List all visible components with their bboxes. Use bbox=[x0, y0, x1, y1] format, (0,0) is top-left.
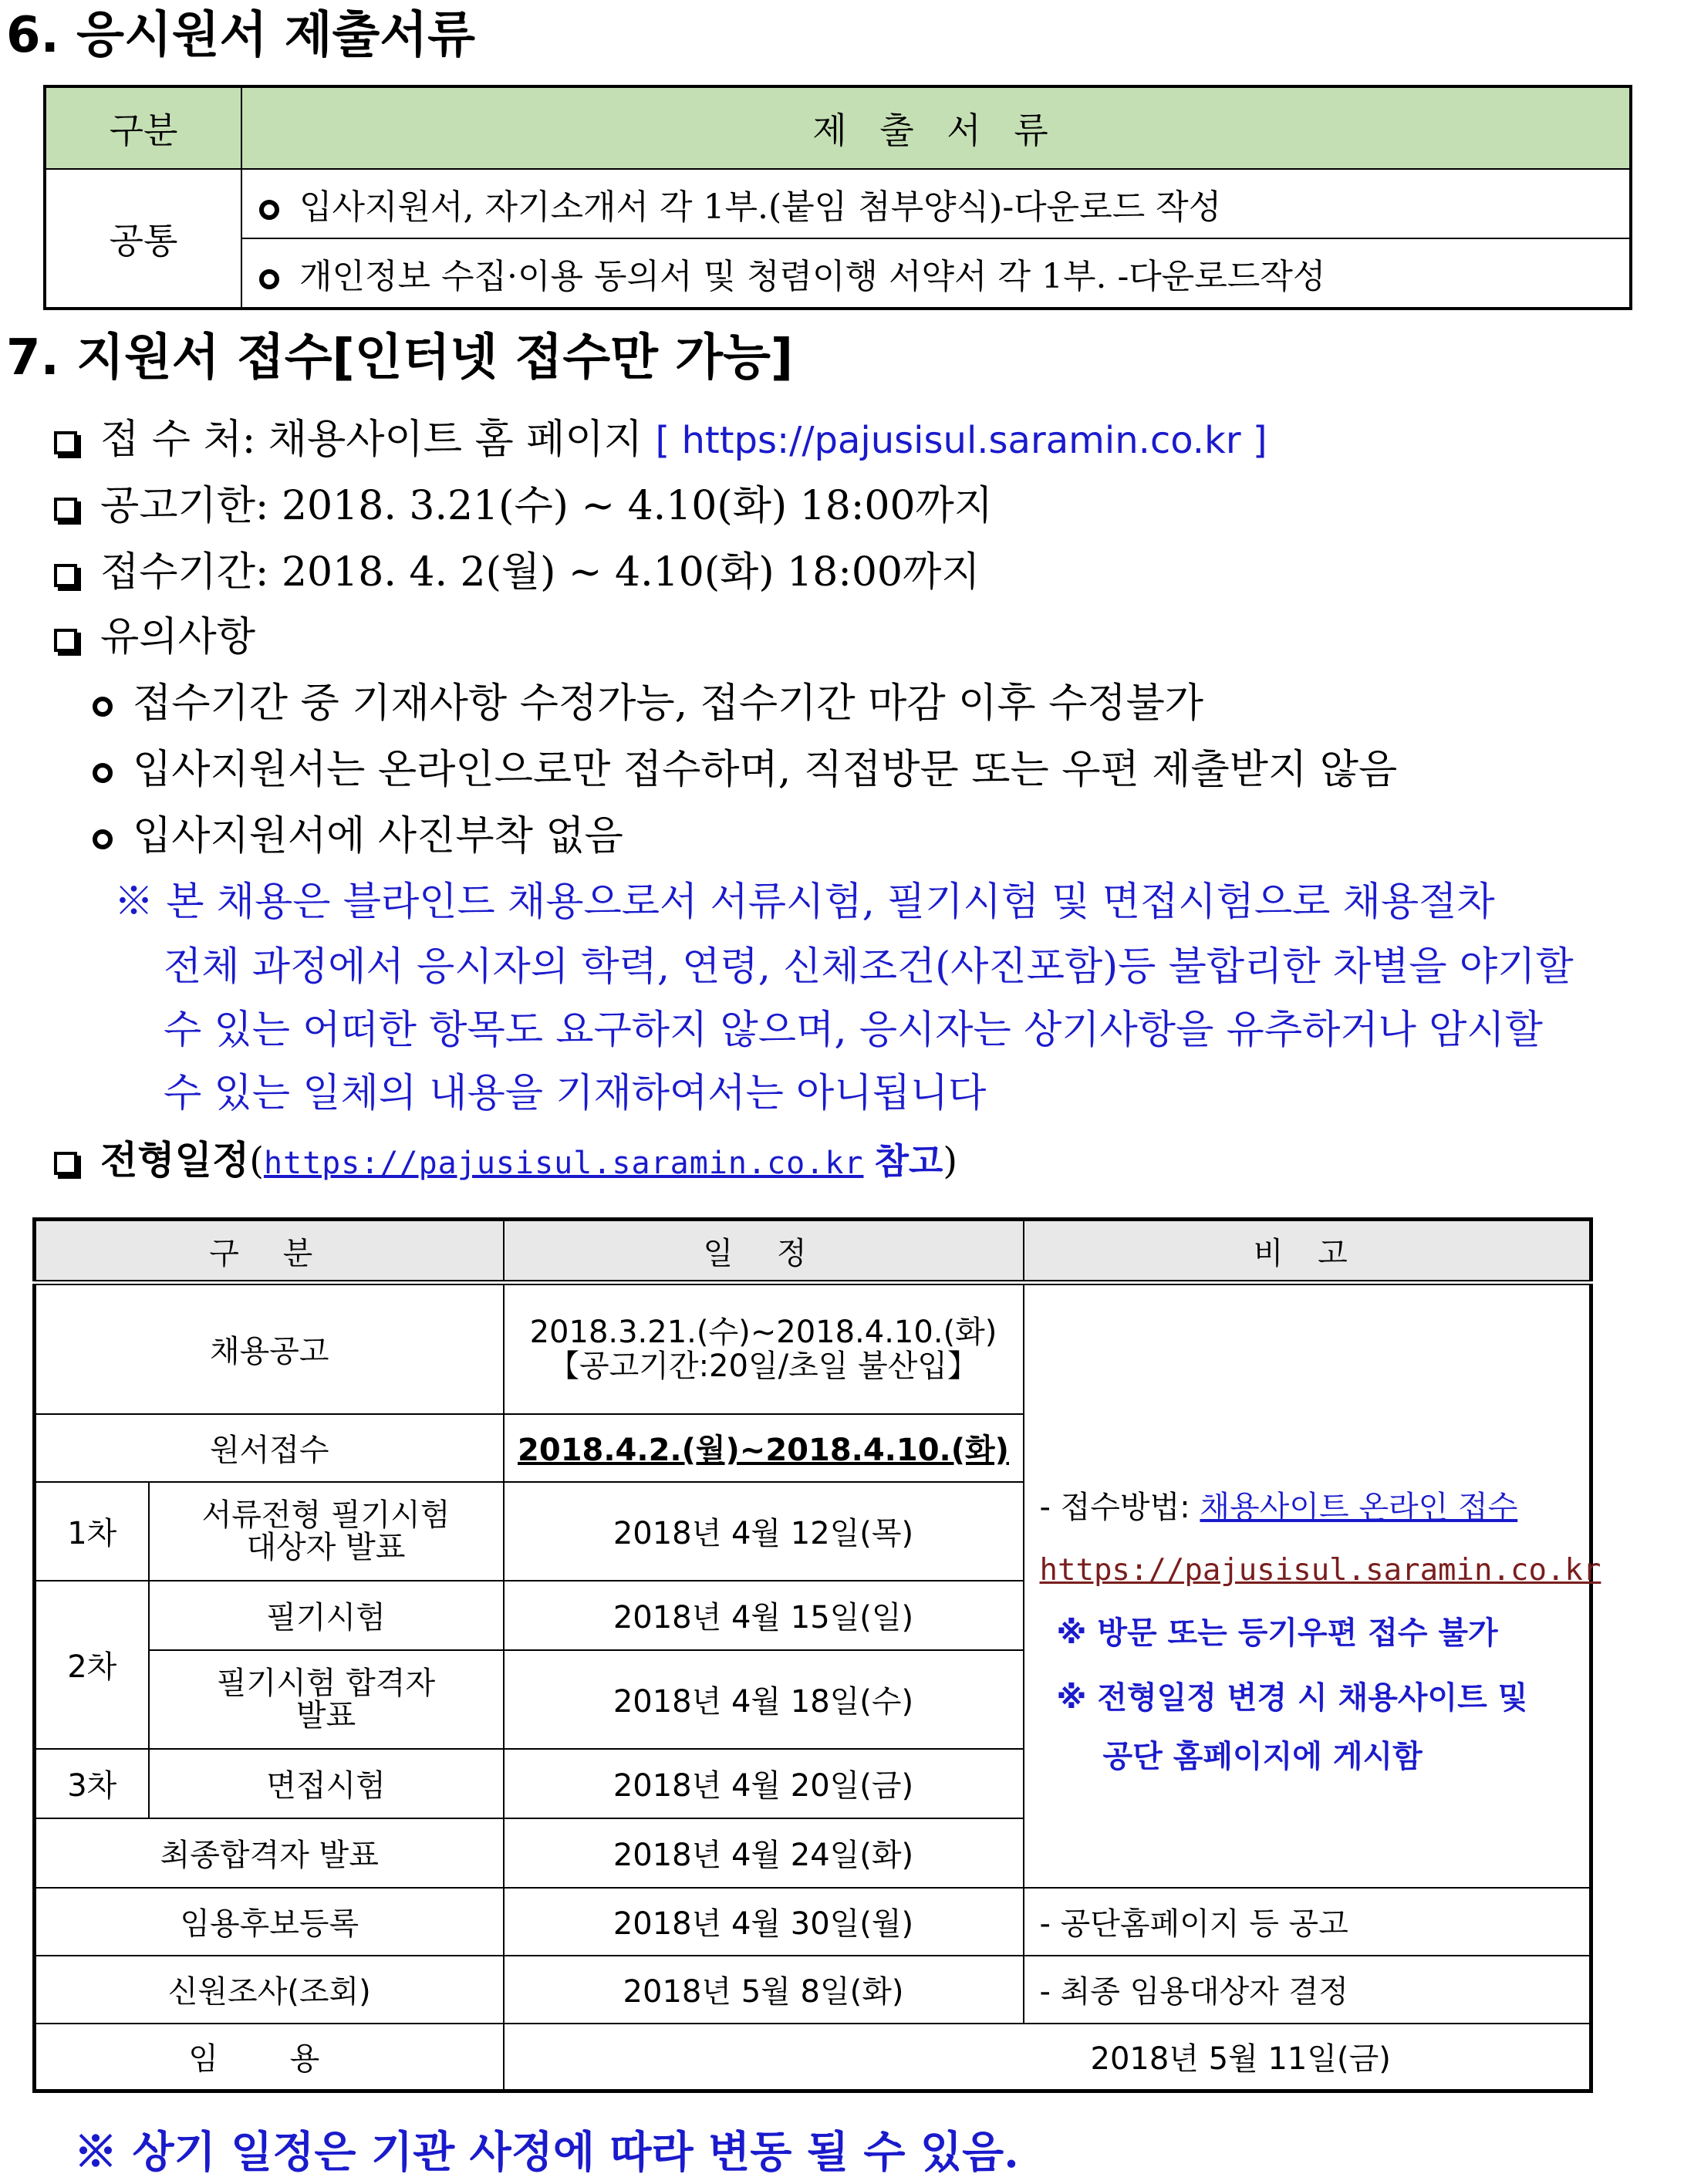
row-stage2-stage: 2차 bbox=[35, 1581, 149, 1749]
remark-method-label: - 접수방법: bbox=[1039, 1490, 1190, 1526]
documents-table bbox=[43, 85, 1632, 310]
row-appoint-date: 2018년 5월 11일(금) bbox=[504, 2024, 1591, 2091]
row-check-date: 2018년 5월 8일(화) bbox=[504, 1956, 1024, 2024]
circle-bullet-icon bbox=[93, 763, 113, 783]
schedule-url-link[interactable]: https://pajusisul.saramin.co.kr bbox=[263, 1146, 864, 1181]
row-stage1-label bbox=[149, 1482, 504, 1581]
row-stage3-label: 면접시험 bbox=[149, 1749, 504, 1818]
circle-bullet-icon bbox=[259, 269, 279, 289]
row-stage1-label-line2: 대상자 발표 bbox=[246, 1529, 406, 1565]
row-check-label: 신원조사(조회) bbox=[35, 1956, 504, 2024]
checkbox-bullet-icon bbox=[54, 1152, 77, 1175]
row-stage2-label-a: 필기시험 bbox=[149, 1581, 504, 1650]
row-check-remark: - 최종 임용대상자 결정 bbox=[1024, 1956, 1591, 2024]
row-stage3-date: 2018년 4월 20일(금) bbox=[504, 1749, 1024, 1818]
row-notice-date-range: 2018.3.21.(수)~2018.4.10.(화) bbox=[529, 1314, 997, 1350]
notice-period-line bbox=[54, 483, 994, 529]
schedule-header-category: 구 분 bbox=[35, 1220, 504, 1283]
circle-bullet-icon bbox=[259, 200, 279, 220]
row-stage2-date-b: 2018년 4월 18일(수) bbox=[504, 1650, 1024, 1749]
row-apply-label: 원서접수 bbox=[35, 1414, 504, 1482]
reception-url-link[interactable]: [ https://pajusisul.saramin.co.kr ] bbox=[655, 419, 1267, 462]
schedule-title-line bbox=[54, 1138, 958, 1183]
row-stage1-date: 2018년 4월 12일(목) bbox=[504, 1482, 1024, 1581]
documents-header-category: 구분 bbox=[45, 86, 241, 169]
circle-bullet-icon bbox=[93, 697, 113, 717]
row-notice-date bbox=[504, 1283, 1024, 1414]
row-final-label: 최종합격자 발표 bbox=[35, 1818, 504, 1888]
schedule-table bbox=[32, 1217, 1601, 2093]
row-register-label: 임용후보등록 bbox=[35, 1888, 504, 1956]
apply-period-line bbox=[54, 549, 980, 596]
schedule-remark-block bbox=[1024, 1283, 1601, 1888]
documents-item-text: 입사지원서, 자기소개서 각 1부.(붙임 첨부양식)-다운로드 작성 bbox=[299, 187, 1222, 227]
row-register-date: 2018년 4월 30일(월) bbox=[504, 1888, 1024, 1956]
documents-item bbox=[241, 169, 1631, 238]
row-apply-date: 2018.4.2.(월)~2018.4.10.(화) bbox=[504, 1414, 1024, 1482]
cautions-title-line bbox=[54, 614, 255, 660]
remark-method-line bbox=[1039, 1490, 1590, 1526]
row-stage1-label-line1: 서류전형 필기시험 bbox=[201, 1497, 451, 1533]
caution-item bbox=[93, 813, 623, 859]
row-stage2-date-a: 2018년 4월 15일(일) bbox=[504, 1581, 1024, 1650]
caution-item bbox=[93, 747, 1398, 793]
row-stage2-label-b-line1: 필기시험 합격자 bbox=[216, 1665, 436, 1701]
reception-label: 접 수 처: 채용사이트 홈 페이지 bbox=[100, 417, 643, 463]
remark-note-change: ※ 전형일정 변경 시 채용사이트 및 bbox=[1056, 1680, 1528, 1716]
checkbox-bullet-icon bbox=[54, 629, 77, 652]
checkbox-bullet-icon bbox=[54, 431, 77, 454]
section6-title: 6. 응시원서 제출서류 bbox=[6, 7, 475, 64]
cautions-title: 유의사항 bbox=[100, 614, 255, 660]
checkbox-bullet-icon bbox=[54, 564, 77, 587]
remark-url-link[interactable]: https://pajusisul.saramin.co.kr bbox=[1039, 1553, 1601, 1588]
reception-line bbox=[54, 417, 1267, 463]
blind-note-line: ※ 본 채용은 블라인드 채용으로서 서류시험, 필기시험 및 면접시험으로 채용절차 bbox=[114, 879, 1495, 925]
apply-period-text: 접수기간: 2018. 4. 2(월) ~ 4.10(화) 18:00까지 bbox=[100, 549, 980, 596]
blind-note-line: 전체 과정에서 응시자의 학력, 연령, 신체조건(사진포함)등 불합리한 차별을 야기할 bbox=[164, 944, 1574, 990]
checkbox-bullet-icon bbox=[54, 498, 77, 521]
row-notice-label: 채용공고 bbox=[35, 1283, 504, 1414]
row-notice-date-note: 【공고기간:20일/초일 불산입】 bbox=[548, 1348, 978, 1384]
caution-text: 접수기간 중 기재사항 수정가능, 접수기간 마감 이후 수정불가 bbox=[133, 680, 1204, 727]
caution-text: 입사지원서에 사진부착 없음 bbox=[133, 813, 623, 859]
schedule-ref: 참고 bbox=[874, 1140, 943, 1182]
row-appoint-label: 임 용 bbox=[35, 2024, 504, 2091]
row-stage2-label-b bbox=[149, 1650, 504, 1749]
schedule-title: 전형일정 bbox=[100, 1138, 250, 1183]
blind-note-line: 수 있는 일체의 내용을 기재하여서는 아니됩니다 bbox=[164, 1071, 987, 1116]
documents-row-label: 공통 bbox=[45, 169, 241, 309]
schedule-header-date: 일 정 bbox=[504, 1220, 1024, 1283]
row-stage3-stage: 3차 bbox=[35, 1749, 149, 1818]
footer-note: ※ 상기 일정은 기관 사정에 따라 변동 될 수 있음. bbox=[74, 2127, 1019, 2178]
schedule-paren-open: ( bbox=[249, 1139, 264, 1183]
schedule-header-remark: 비 고 bbox=[1024, 1220, 1591, 1283]
schedule-paren-close: ) bbox=[943, 1139, 958, 1183]
blind-note-line: 수 있는 어떠한 항목도 요구하지 않으며, 응시자는 상기사항을 유추하거나 암시할 bbox=[164, 1008, 1543, 1053]
remark-note-change-cont: 공단 홈페이지에 게시함 bbox=[1102, 1739, 1423, 1775]
row-stage2-label-b-line2: 발표 bbox=[295, 1697, 356, 1733]
remark-method-value: 채용사이트 온라인 접수 bbox=[1200, 1490, 1518, 1526]
documents-item bbox=[241, 238, 1631, 309]
documents-header-docs: 제 출 서 류 bbox=[241, 86, 1631, 169]
row-stage1-stage: 1차 bbox=[35, 1482, 149, 1581]
row-final-date: 2018년 4월 24일(화) bbox=[504, 1818, 1024, 1888]
caution-item bbox=[93, 680, 1204, 727]
remark-note-visit: ※ 방문 또는 등기우편 접수 불가 bbox=[1056, 1615, 1498, 1652]
circle-bullet-icon bbox=[93, 829, 113, 849]
documents-item-text: 개인정보 수집·이용 동의서 및 청렴이행 서약서 각 1부. -다운로드작성 bbox=[299, 257, 1326, 296]
caution-text: 입사지원서는 온라인으로만 접수하며, 직접방문 또는 우편 제출받지 않음 bbox=[133, 747, 1398, 793]
notice-period-text: 공고기한: 2018. 3.21(수) ~ 4.10(화) 18:00까지 bbox=[100, 483, 994, 529]
row-register-remark: - 공단홈페이지 등 공고 bbox=[1024, 1888, 1591, 1956]
section7-title: 7. 지원서 접수[인터넷 접수만 가능] bbox=[6, 329, 794, 387]
